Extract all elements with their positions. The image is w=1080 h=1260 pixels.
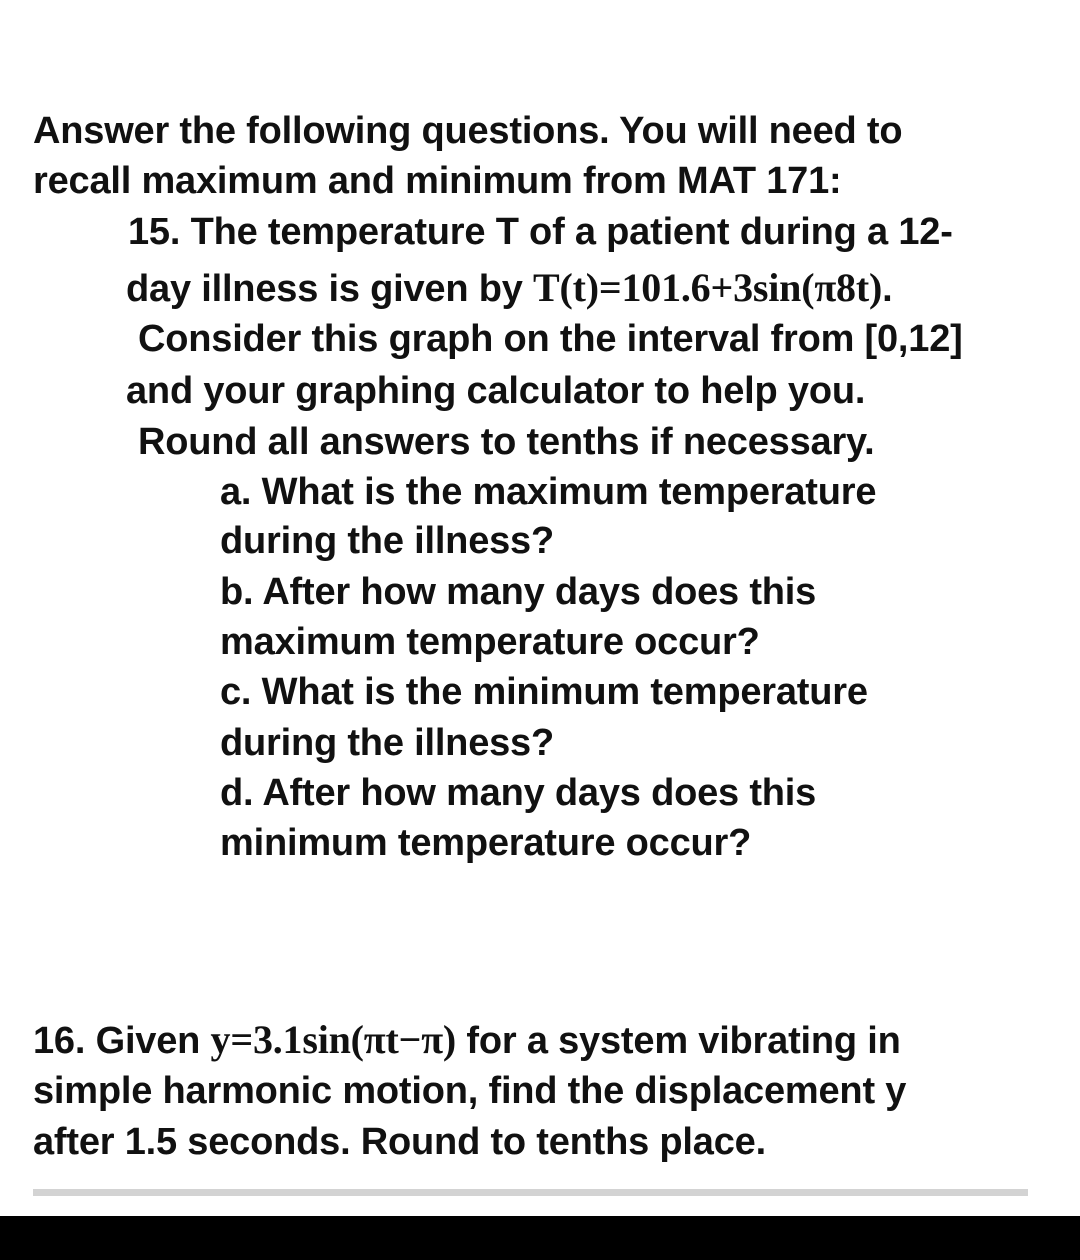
q15-line-2-text: day illness is given by: [126, 268, 534, 310]
intro-line-1: Answer the following questions. You will need to: [33, 110, 903, 152]
q15-part-a-line-1: a. What is the maximum temperature: [220, 471, 877, 513]
q16-formula: y=3.1sin(πt−π): [210, 1017, 457, 1062]
q15-line-2-end: .: [882, 268, 893, 310]
q15-part-c-line-1: c. What is the minimum temperature: [220, 671, 868, 713]
q15-part-b-line-1: b. After how many days does this: [220, 571, 817, 613]
q16-line-3: after 1.5 seconds. Round to tenths place.: [33, 1121, 766, 1163]
q16-line-1-text: 16. Given: [33, 1020, 211, 1062]
q15-part-b-line-2: maximum temperature occur?: [220, 621, 760, 663]
q16-line-1-end: for a system vibrating in: [456, 1020, 901, 1062]
q15-line-2: [126, 265, 892, 312]
divider: [33, 1189, 1028, 1196]
q15-part-a-line-2: during the illness?: [220, 520, 555, 562]
bottom-bar: [0, 1216, 1080, 1260]
q15-line-1: 15. The temperature T of a patient during a 12-: [128, 211, 953, 253]
q15-formula: T(t)=101.6+3sin(π8t): [533, 265, 883, 310]
q15-line-4: and your graphing calculator to help you.: [126, 370, 866, 412]
q15-line-5: Round all answers to tenths if necessary.: [138, 421, 875, 463]
q16-line-1: [33, 1017, 901, 1064]
q15-part-d-line-1: d. After how many days does this: [220, 772, 817, 814]
q15-part-c-line-2: during the illness?: [220, 722, 555, 764]
q15-line-3: Consider this graph on the interval from [0,12]: [138, 318, 963, 360]
q16-line-2: simple harmonic motion, find the displacement y: [33, 1070, 907, 1112]
intro-line-2: recall maximum and minimum from MAT 171:: [33, 160, 842, 202]
q15-part-d-line-2: minimum temperature occur?: [220, 822, 752, 864]
